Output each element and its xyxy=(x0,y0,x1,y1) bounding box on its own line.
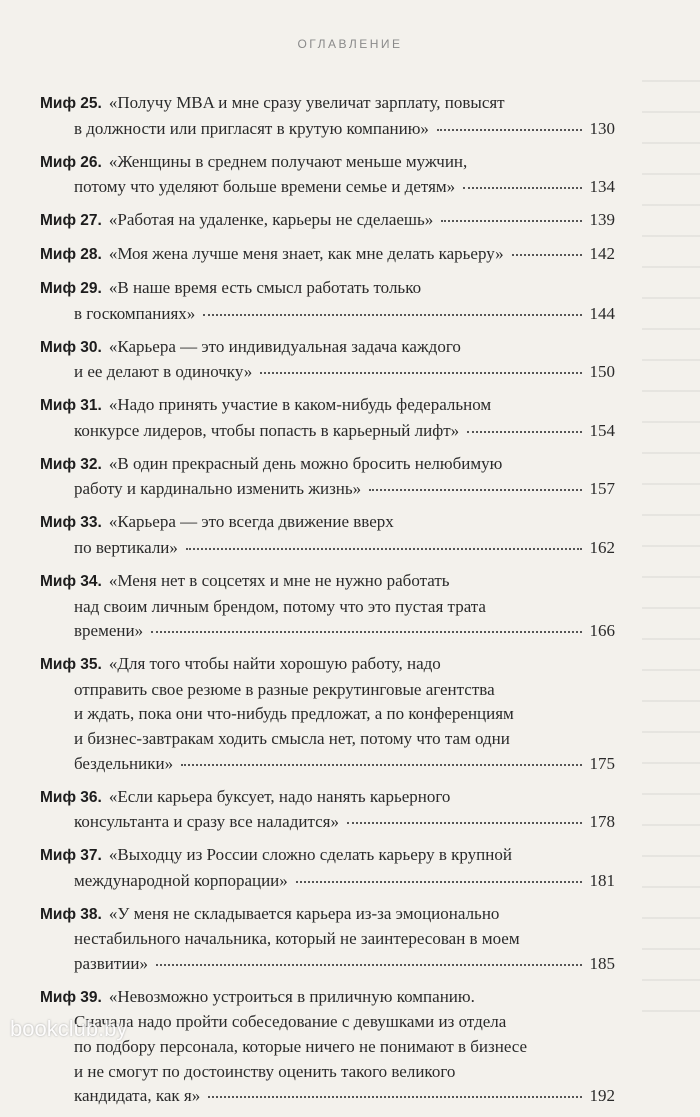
dot-leader xyxy=(463,187,581,189)
table-of-contents xyxy=(40,91,615,1117)
toc-line xyxy=(40,335,615,361)
entry-text: кандидата, как я» xyxy=(74,1086,201,1106)
page-number: 178 xyxy=(589,812,615,832)
dot-leader xyxy=(156,964,581,966)
entry-text: нестабильного начальника, который не заинтересован в моем xyxy=(74,929,520,949)
toc-line xyxy=(40,952,615,977)
page-number: 192 xyxy=(589,1086,615,1106)
entry-text: потому что уделяют больше времени семье и детям» xyxy=(74,177,456,197)
toc-line xyxy=(40,678,615,703)
entry-text: Сначала надо пройти собеседование с девушками из отдела xyxy=(74,1012,507,1032)
toc-line xyxy=(40,985,615,1011)
entry-text: и ее делают в одиночку» xyxy=(74,362,253,382)
toc-line xyxy=(40,843,615,869)
toc-line xyxy=(40,150,615,176)
toc-entry xyxy=(40,150,615,200)
myth-label: Миф 30. xyxy=(40,338,102,356)
entry-text: и не смогут по достоинству оценить такого великого xyxy=(74,1061,456,1081)
entry-text: и бизнес-завтракам ходить смысла нет, потому что там одни xyxy=(74,728,510,748)
toc-line xyxy=(40,208,615,234)
entry-text: в госкомпаниях» xyxy=(74,303,196,323)
toc-entry xyxy=(40,91,615,141)
toc-line xyxy=(40,536,615,561)
toc-entry xyxy=(40,510,615,560)
toc-line xyxy=(40,652,615,678)
dot-leader xyxy=(437,129,582,131)
toc-line xyxy=(40,91,615,117)
entry-text: времени» xyxy=(74,621,144,641)
page-number: 185 xyxy=(589,953,615,973)
toc-line xyxy=(40,595,615,620)
toc-entry xyxy=(40,652,615,776)
entry-text: и ждать, пока они что-нибудь предложат, а по конференциям xyxy=(74,704,514,724)
entry-text: «Меня нет в соцсетях и мне не нужно работать xyxy=(108,571,450,591)
dot-leader xyxy=(181,764,581,766)
toc-line xyxy=(40,242,615,268)
page-number: 175 xyxy=(589,753,615,773)
toc-line xyxy=(40,569,615,595)
entry-text: «Надо принять участие в каком-нибудь федеральном xyxy=(108,395,492,415)
watermark: bookclub.by xyxy=(10,1016,128,1041)
entry-text: над своим личным брендом, потому что это пустая трата xyxy=(74,596,486,616)
running-header: ОГЛАВЛЕНИЕ xyxy=(297,37,403,51)
toc-line xyxy=(40,175,615,200)
entry-text: «Карьера — это всегда движение вверх xyxy=(108,512,394,532)
toc-entry xyxy=(40,452,615,502)
entry-text: «Женщины в среднем получают меньше мужчин, xyxy=(108,151,468,171)
toc-line xyxy=(40,869,615,894)
entry-text: бездельники» xyxy=(74,753,174,773)
toc-line xyxy=(40,752,615,777)
toc-line xyxy=(40,117,615,142)
toc-entry xyxy=(40,393,615,443)
toc-entry xyxy=(40,208,615,234)
entry-text: по подбору персонала, которые ничего не понимают в бизнесе xyxy=(74,1037,528,1057)
myth-label: Миф 25. xyxy=(40,95,102,112)
toc-line xyxy=(40,902,615,928)
entry-text: «Если карьера буксует, надо нанять карьерного xyxy=(108,786,451,806)
entry-text: развитии» xyxy=(74,953,149,973)
toc-line xyxy=(40,1060,615,1085)
toc-line xyxy=(40,785,615,811)
toc-line xyxy=(40,727,615,752)
dot-leader xyxy=(203,314,581,316)
page-number: 157 xyxy=(589,479,615,499)
entry-text: «Невозможно устроиться в приличную компанию. xyxy=(108,986,475,1006)
myth-label: Миф 39. xyxy=(40,988,102,1006)
dot-leader xyxy=(441,220,581,222)
entry-text: «Получу MBA и мне сразу увеличат зарплату, повысят xyxy=(108,93,505,112)
entry-text: международной корпорации» xyxy=(74,870,288,890)
myth-label: Миф 35. xyxy=(40,656,102,674)
myth-label: Миф 29. xyxy=(40,280,102,298)
toc-line xyxy=(40,927,615,952)
entry-text: по вертикали» xyxy=(74,538,178,558)
page-number: 162 xyxy=(589,538,615,558)
myth-label: Миф 28. xyxy=(40,246,102,264)
dot-leader xyxy=(512,254,582,256)
entry-text: консультанта и сразу все наладится» xyxy=(74,812,339,832)
dot-leader xyxy=(369,489,581,491)
dot-leader xyxy=(260,372,581,374)
toc-line xyxy=(40,1084,615,1109)
dot-leader xyxy=(296,881,582,883)
toc-entry xyxy=(40,276,615,326)
toc-entry xyxy=(40,569,615,644)
toc-line xyxy=(40,810,615,835)
toc-entry xyxy=(40,985,615,1109)
entry-text: «В один прекрасный день можно бросить нелюбимую xyxy=(108,453,503,473)
toc-entry xyxy=(40,785,615,835)
entry-text: «Карьера — это индивидуальная задача каждого xyxy=(108,336,461,356)
toc-line xyxy=(40,452,615,478)
entry-text: «У меня не складывается карьера из-за эмоционально xyxy=(108,903,500,923)
bleed-through-shadow xyxy=(642,80,700,1040)
entry-text: конкурсе лидеров, чтобы попасть в карьерный лифт» xyxy=(74,420,460,440)
myth-label: Миф 34. xyxy=(40,573,102,591)
myth-label: Миф 27. xyxy=(40,212,102,230)
toc-line xyxy=(40,477,615,502)
toc-line xyxy=(40,510,615,536)
entry-text: работу и кардинально изменить жизнь» xyxy=(74,479,362,499)
toc-entry xyxy=(40,242,615,268)
page-number: 166 xyxy=(589,621,615,641)
page-number: 130 xyxy=(589,118,615,138)
toc-line xyxy=(40,393,615,419)
entry-text: отправить свое резюме в разные рекрутинговые агентства xyxy=(74,679,495,699)
dot-leader xyxy=(208,1096,581,1098)
toc-line xyxy=(40,419,615,444)
myth-label: Миф 37. xyxy=(40,847,102,865)
toc-entry xyxy=(40,902,615,977)
myth-label: Миф 33. xyxy=(40,514,102,532)
dot-leader xyxy=(467,431,581,433)
toc-line xyxy=(40,302,615,327)
toc-entry xyxy=(40,335,615,385)
toc-entry xyxy=(40,843,615,893)
entry-text: «Моя жена лучше меня знает, как мне делать карьеру» xyxy=(108,244,504,264)
toc-line xyxy=(40,702,615,727)
myth-label: Миф 26. xyxy=(40,153,102,171)
myth-label: Миф 36. xyxy=(40,788,102,806)
page-number: 154 xyxy=(589,420,615,440)
dot-leader xyxy=(347,822,582,824)
page-number: 139 xyxy=(589,210,615,230)
toc-line xyxy=(40,360,615,385)
entry-text: «Выходцу из России сложно сделать карьеру в крупной xyxy=(108,845,512,865)
toc-line xyxy=(40,619,615,644)
entry-text: «Работая на удаленке, карьеры не сделаешь» xyxy=(108,210,434,230)
page-number: 142 xyxy=(589,244,615,264)
myth-label: Миф 31. xyxy=(40,397,102,415)
dot-leader xyxy=(186,548,582,550)
myth-label: Миф 38. xyxy=(40,905,102,923)
entry-text: в должности или пригласят в крутую компанию» xyxy=(74,118,429,138)
page-number: 144 xyxy=(589,303,615,323)
page-number: 150 xyxy=(589,362,615,382)
entry-text: «Для того чтобы найти хорошую работу, надо xyxy=(108,654,441,674)
myth-label: Миф 32. xyxy=(40,455,102,473)
toc-line xyxy=(40,276,615,302)
entry-text: «В наше время есть смысл работать только xyxy=(108,278,422,298)
dot-leader xyxy=(151,631,581,633)
page-number: 134 xyxy=(589,177,615,197)
page-number: 181 xyxy=(589,870,615,890)
